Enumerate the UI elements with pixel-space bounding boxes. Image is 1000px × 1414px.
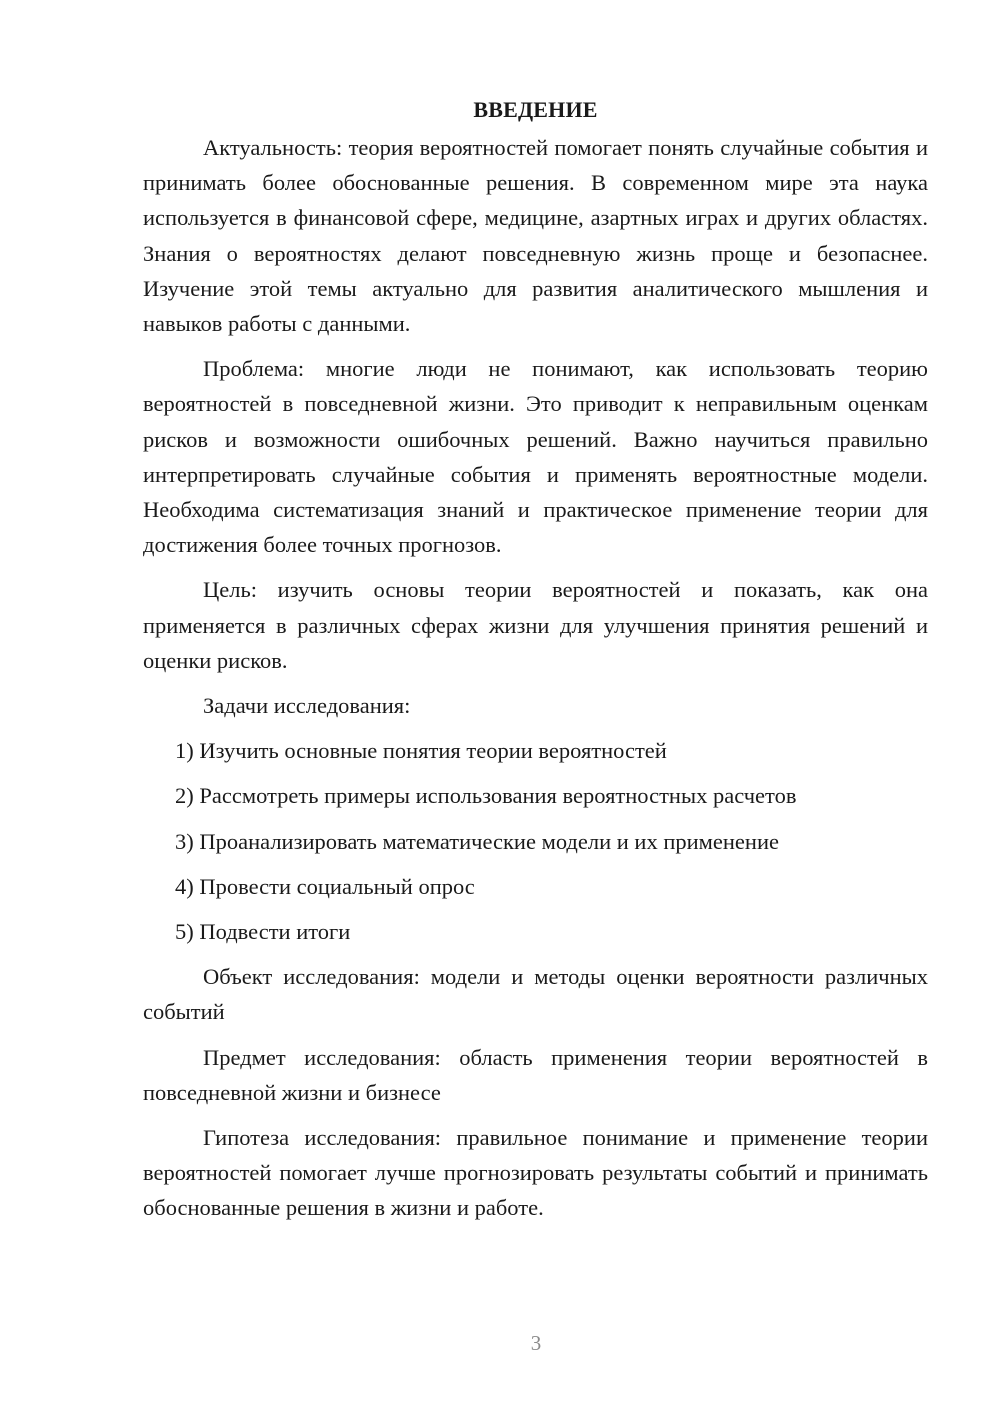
object-paragraph: Объект исследования: модели и методы оценки вероятности различных событий	[143, 964, 928, 1025]
task-item: 3) Проанализировать математические модели и их применение	[175, 828, 779, 854]
problem-paragraph: Проблема: многие люди не понимают, как использовать теорию вероятностей в повседневной жизни. Это приводит к неправильным оценкам рисков и возможности ошибочных решений. Важно научиться правильно интерпретировать случайные события и применять вероятностные модели. Необходима систематизация знаний и практическое применение теории для достижения более точных прогнозов.	[143, 356, 928, 558]
page-content	[143, 92, 928, 1236]
goal-paragraph: Цель: изучить основы теории вероятностей и показать, как она применяется в различных сферах жизни для улучшения принятия решений и оценки рисков.	[143, 577, 928, 673]
tasks-title: Задачи исследования:	[203, 693, 411, 719]
relevance-paragraph: Актуальность: теория вероятностей помогает понять случайные события и принимать более обоснованные решения. В современном мире эта наука используется в финансовой сфере, медицине, азартных играх и других областях. Знания о вероятностях делают повседневную жизнь проще и безопаснее. Изучение этой темы актуально для развития аналитического мышления и навыков работы с данными.	[143, 135, 928, 337]
page-heading: ВВЕДЕНИЕ	[473, 97, 598, 122]
task-item: 1) Изучить основные понятия теории вероятностей	[175, 738, 667, 764]
task-item: 5) Подвести итоги	[175, 919, 351, 945]
task-item: 4) Провести социальный опрос	[175, 873, 475, 899]
page-number: 3	[530, 1331, 542, 1355]
hypothesis-paragraph: Гипотеза исследования: правильное понимание и применение теории вероятностей помогает лучше прогнозировать результаты событий и принимать обоснованные решения в жизни и работе.	[143, 1125, 928, 1221]
task-item: 2) Рассмотреть примеры использования вероятностных расчетов	[175, 783, 797, 809]
tasks-list	[143, 733, 928, 949]
subject-paragraph: Предмет исследования: область применения теории вероятностей в повседневной жизни и бизнесе	[143, 1044, 928, 1105]
